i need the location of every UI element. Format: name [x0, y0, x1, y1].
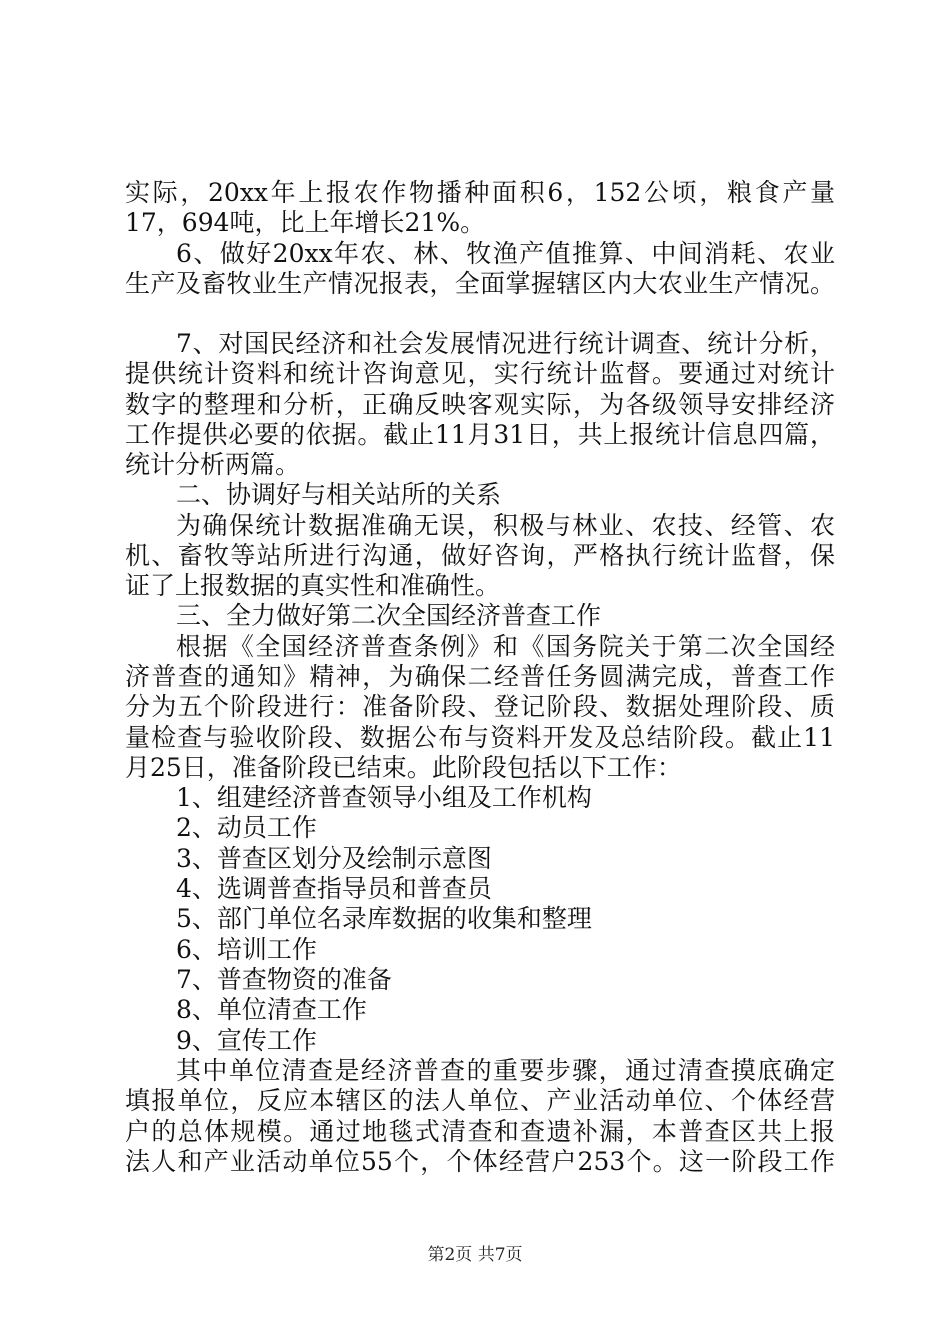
- body-text-line: 证了上报数据的真实性和准确性。: [125, 571, 501, 600]
- body-text-line: 法人和产业活动单位55个，个体经营户253个。这一阶段工作: [125, 1147, 835, 1176]
- list-item: 4、选调普查指导员和普查员: [176, 874, 492, 903]
- list-item: 5、部门单位名录库数据的收集和整理: [176, 904, 592, 933]
- body-text-line: 其中单位清查是经济普查的重要步骤，通过清查摸底确定: [176, 1056, 835, 1085]
- body-text-line: 统计分析两篇。: [125, 450, 301, 479]
- body-text-line: 量检查与验收阶段、数据公布与资料开发及总结阶段。截止11: [125, 723, 835, 752]
- section-heading: 二、协调好与相关站所的关系: [176, 480, 502, 509]
- body-text-line: 月25日，准备阶段已结束。此阶段包括以下工作：: [125, 753, 682, 782]
- list-item: 3、普查区划分及绘制示意图: [176, 844, 492, 873]
- body-text-line: 数字的整理和分析，正确反映客观实际，为各级领导安排经济: [125, 390, 835, 419]
- list-item: 1、组建经济普查领导小组及工作机构: [176, 783, 592, 812]
- body-text-line: 为确保统计数据准确无误，积极与林业、农技、经管、农: [176, 511, 835, 540]
- body-text-line: 户的总体规模。通过地毯式清查和查遗补漏，本普查区共上报: [125, 1117, 835, 1146]
- list-item: 9、宣传工作: [176, 1026, 317, 1055]
- body-text-line: 7、对国民经济和社会发展情况进行统计调查、统计分析，: [176, 329, 835, 358]
- list-item: 7、普查物资的准备: [176, 965, 392, 994]
- body-text-line: 提供统计资料和统计咨询意见，实行统计监督。要通过对统计: [125, 359, 835, 388]
- body-text-line: 17，694吨，比上年增长21%。: [125, 208, 486, 237]
- body-text-line: 根据《全国经济普查条例》和《国务院关于第二次全国经: [176, 632, 835, 661]
- section-heading: 三、全力做好第二次全国经济普查工作: [176, 601, 602, 630]
- body-text-line: 实际，20xx年上报农作物播种面积6，152公顷，粮食产量: [125, 178, 835, 207]
- body-text-line: 工作提供必要的依据。截止11月31日，共上报统计信息四篇，: [125, 420, 835, 449]
- page-number-footer: 第2页 共7页: [427, 1245, 523, 1265]
- body-text-line: 机、畜牧等站所进行沟通，做好咨询，严格执行统计监督，保: [125, 541, 835, 570]
- body-text-line: 生产及畜牧业生产情况报表，全面掌握辖区内大农业生产情况。: [125, 269, 835, 298]
- list-item: 6、培训工作: [176, 935, 317, 964]
- body-text-line: 济普查的通知》精神，为确保二经普任务圆满完成，普查工作: [125, 662, 835, 691]
- body-text-line: 分为五个阶段进行：准备阶段、登记阶段、数据处理阶段、质: [125, 692, 835, 721]
- list-item: 2、动员工作: [176, 813, 317, 842]
- body-text-line: 6、做好20xx年农、林、牧渔产值推算、中间消耗、农业: [176, 239, 835, 268]
- list-item: 8、单位清查工作: [176, 995, 367, 1024]
- body-text-line: 填报单位，反应本辖区的法人单位、产业活动单位、个体经营: [125, 1086, 835, 1115]
